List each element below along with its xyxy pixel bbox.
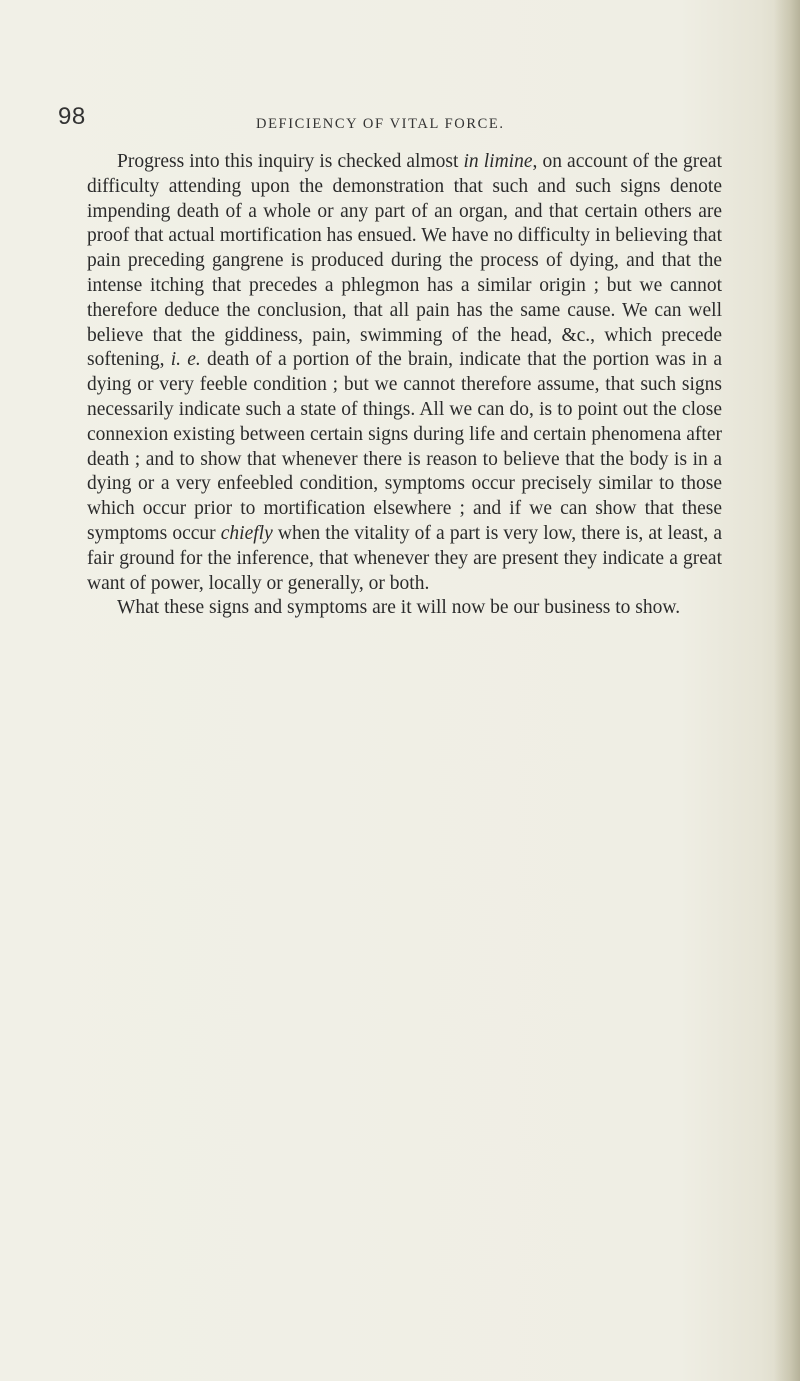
italic-phrase-in-limine: in limine	[463, 151, 533, 172]
paragraph-2	[87, 596, 722, 621]
page-number: 98	[58, 103, 86, 130]
italic-word-chiefly: chiefly	[220, 522, 273, 544]
text-run: Progress into this inquiry is checked almost	[117, 151, 464, 172]
italic-phrase-i-e: i. e.	[170, 349, 201, 371]
page-edge-shadow	[774, 0, 800, 1381]
paragraph-1	[87, 150, 722, 596]
text-run: death of a portion of the brain, indicate that the portion was in a dying or very feeble condition ; but we cannot therefore assume, that such signs necessarily indicate such a state of things. All we can do, is to point out the close connexion existing between certain signs during life and certain phenomena after death ; and to show that whenever there is reason to believe that the body is in a dying or a very enfeebled condition, symptoms occur precisely similar to those which occur prior to mortification elsewhere ; and if we can show that these symptoms occur	[87, 349, 722, 544]
text-run: What these signs and symptoms are it will now be our business to show.	[117, 597, 681, 619]
text-run: , on account of the great difficulty attending upon the demonstration that such and such signs denote impending death of a whole or any part of an organ, and that certain others are proof that actual mortification has ensued. We have no difficulty in believing that pain preceding gangrene is produced during the process of dying, and that the intense itching that precedes a phlegmon has a similar origin ; but we cannot therefore deduce the conclusion, that all pain has the same cause. We can well believe that the giddiness, pain, swimming of the head, &c., which precede softening,	[87, 151, 722, 371]
body-text	[87, 150, 722, 621]
text-run: when the vitality of a part is very low, there is, at least, a fair ground for the inference, that whenever they are present they indicate a great want of power, locally or generally, or both.	[87, 522, 722, 594]
running-head: DEFICIENCY OF VITAL FORCE.	[256, 116, 505, 132]
